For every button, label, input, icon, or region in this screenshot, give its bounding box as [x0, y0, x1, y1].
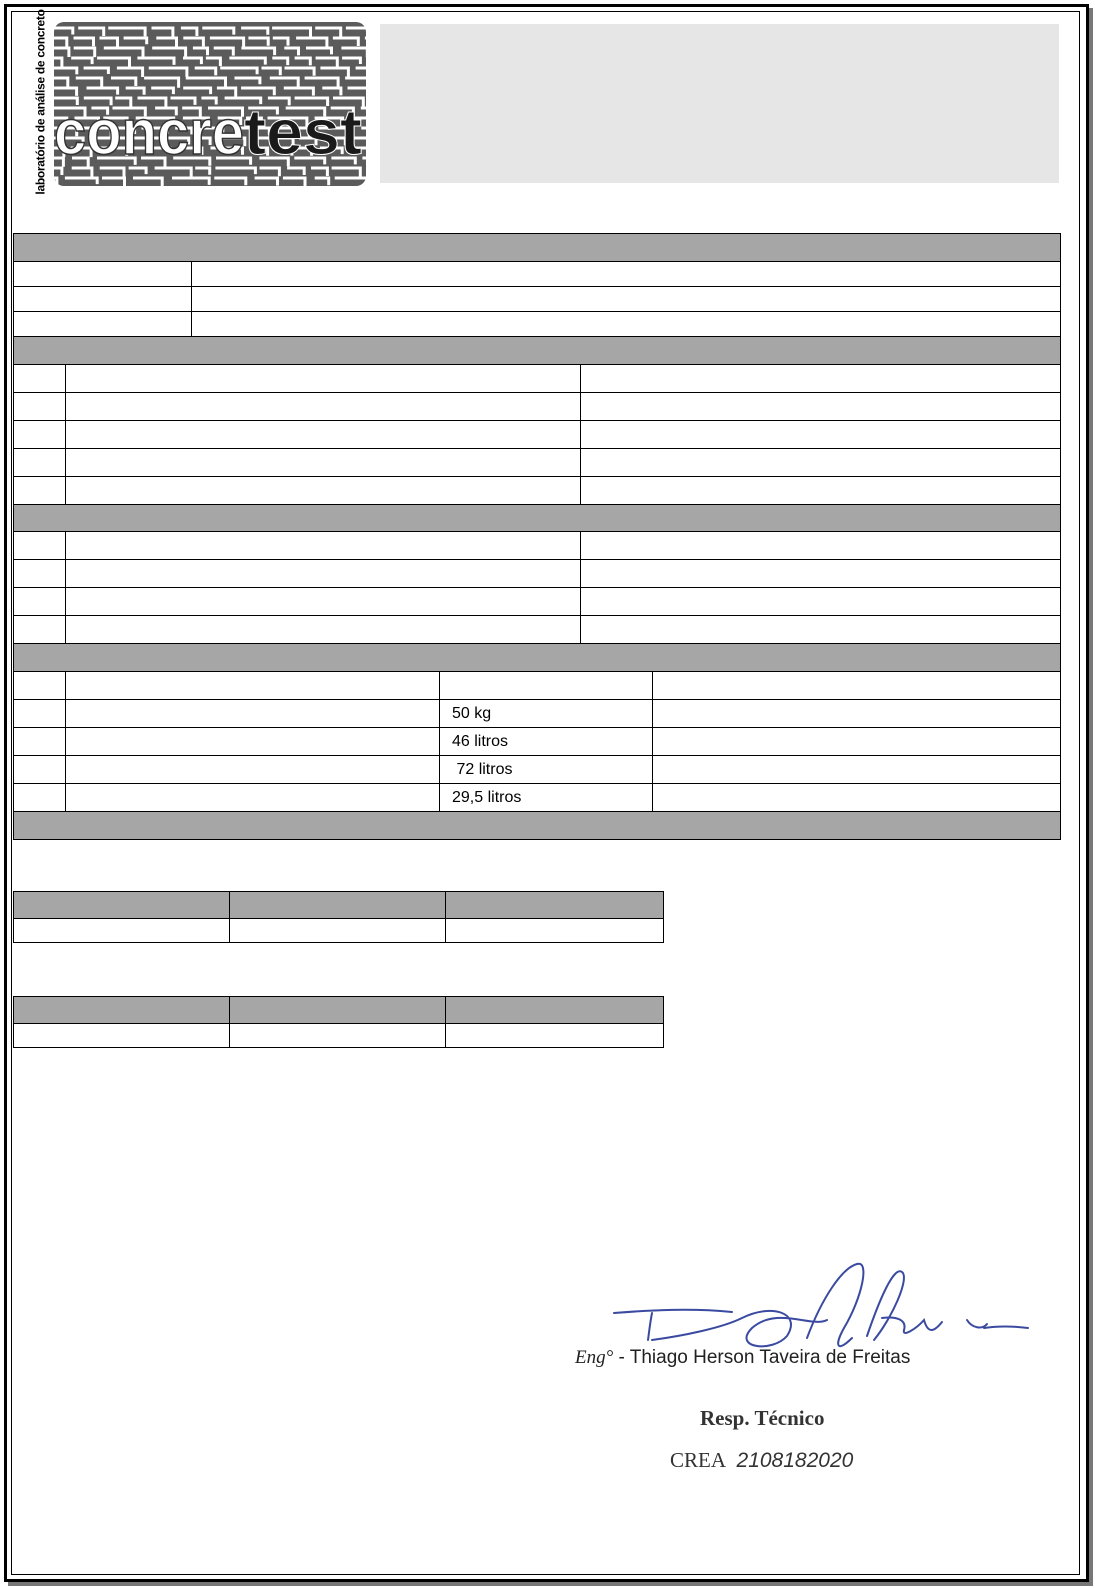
index-cell [14, 449, 66, 477]
engineer-name [575, 1347, 910, 1369]
section-band-4 [14, 644, 1061, 672]
index-cell [14, 700, 66, 728]
index-cell [14, 421, 66, 449]
quantity-cell: 50 kg [440, 700, 653, 728]
quantity-cell: 46 litros [440, 728, 653, 756]
material-cell [66, 700, 440, 728]
section-band-2 [14, 337, 1061, 365]
note-cell [653, 756, 1061, 784]
index-cell [14, 588, 66, 616]
description-cell [66, 588, 581, 616]
logo-tagline: laboratório de análise de concreto [34, 9, 48, 195]
info-value-cell [192, 262, 1061, 287]
index-cell [14, 756, 66, 784]
value-cell [581, 616, 1061, 644]
material-cell [66, 784, 440, 812]
info-label-cell [14, 287, 192, 312]
note-cell [653, 728, 1061, 756]
index-cell [14, 393, 66, 421]
header-cell [230, 997, 446, 1024]
header-cell [230, 892, 446, 919]
index-cell [14, 784, 66, 812]
value-cell [581, 421, 1061, 449]
quantity-cell: 72 litros [440, 756, 653, 784]
crea-label: CREA [670, 1448, 727, 1472]
quantity-cell: 29,5 litros [440, 784, 653, 812]
value-cell [581, 532, 1061, 560]
info-value-cell [192, 287, 1061, 312]
value-cell [581, 393, 1061, 421]
concretest-logo [26, 9, 370, 195]
value-cell [581, 560, 1061, 588]
data-cell [14, 919, 230, 943]
index-cell [14, 672, 66, 700]
info-label-cell [14, 312, 192, 337]
description-cell [66, 560, 581, 588]
crea-registration [670, 1448, 853, 1473]
quantity-cell [440, 672, 653, 700]
material-cell [66, 728, 440, 756]
description-cell [66, 421, 581, 449]
section-band-3 [14, 505, 1061, 532]
header-cell [446, 997, 664, 1024]
description-cell [66, 477, 581, 505]
data-cell [446, 1024, 664, 1048]
data-cell [446, 919, 664, 943]
value-cell [581, 365, 1061, 393]
data-cell [230, 1024, 446, 1048]
value-cell [581, 477, 1061, 505]
index-cell [14, 728, 66, 756]
note-cell [653, 672, 1061, 700]
index-cell [14, 477, 66, 505]
logo-word-concre: concre [54, 96, 244, 168]
section-band-5 [14, 812, 1061, 840]
info-label-cell [14, 262, 192, 287]
index-cell [14, 616, 66, 644]
info-value-cell [192, 312, 1061, 337]
results-table-2 [13, 996, 664, 1048]
engineer-fullname: - Thiago Herson Taveira de Freitas [613, 1347, 911, 1368]
logo-word-test: test [244, 96, 362, 168]
description-cell [66, 616, 581, 644]
note-cell [653, 700, 1061, 728]
responsible-role: Resp. Técnico [700, 1406, 825, 1430]
description-cell [66, 449, 581, 477]
header-cell [446, 892, 664, 919]
main-form-table [13, 233, 1061, 840]
data-cell [230, 919, 446, 943]
note-cell [653, 784, 1061, 812]
description-cell [66, 365, 581, 393]
description-cell [66, 393, 581, 421]
header-cell [14, 997, 230, 1024]
crea-number: 2108182020 [736, 1449, 854, 1472]
description-cell [66, 532, 581, 560]
section-band-1 [14, 234, 1061, 262]
header-panel [380, 24, 1059, 183]
logo-tile-pattern [54, 22, 366, 186]
value-cell [581, 449, 1061, 477]
value-cell [581, 588, 1061, 616]
index-cell [14, 365, 66, 393]
index-cell [14, 560, 66, 588]
material-cell [66, 756, 440, 784]
results-table-1 [13, 891, 664, 943]
header-cell [14, 892, 230, 919]
data-cell [14, 1024, 230, 1048]
material-cell [66, 672, 440, 700]
index-cell [14, 532, 66, 560]
eng-prefix: Eng° [575, 1347, 614, 1368]
